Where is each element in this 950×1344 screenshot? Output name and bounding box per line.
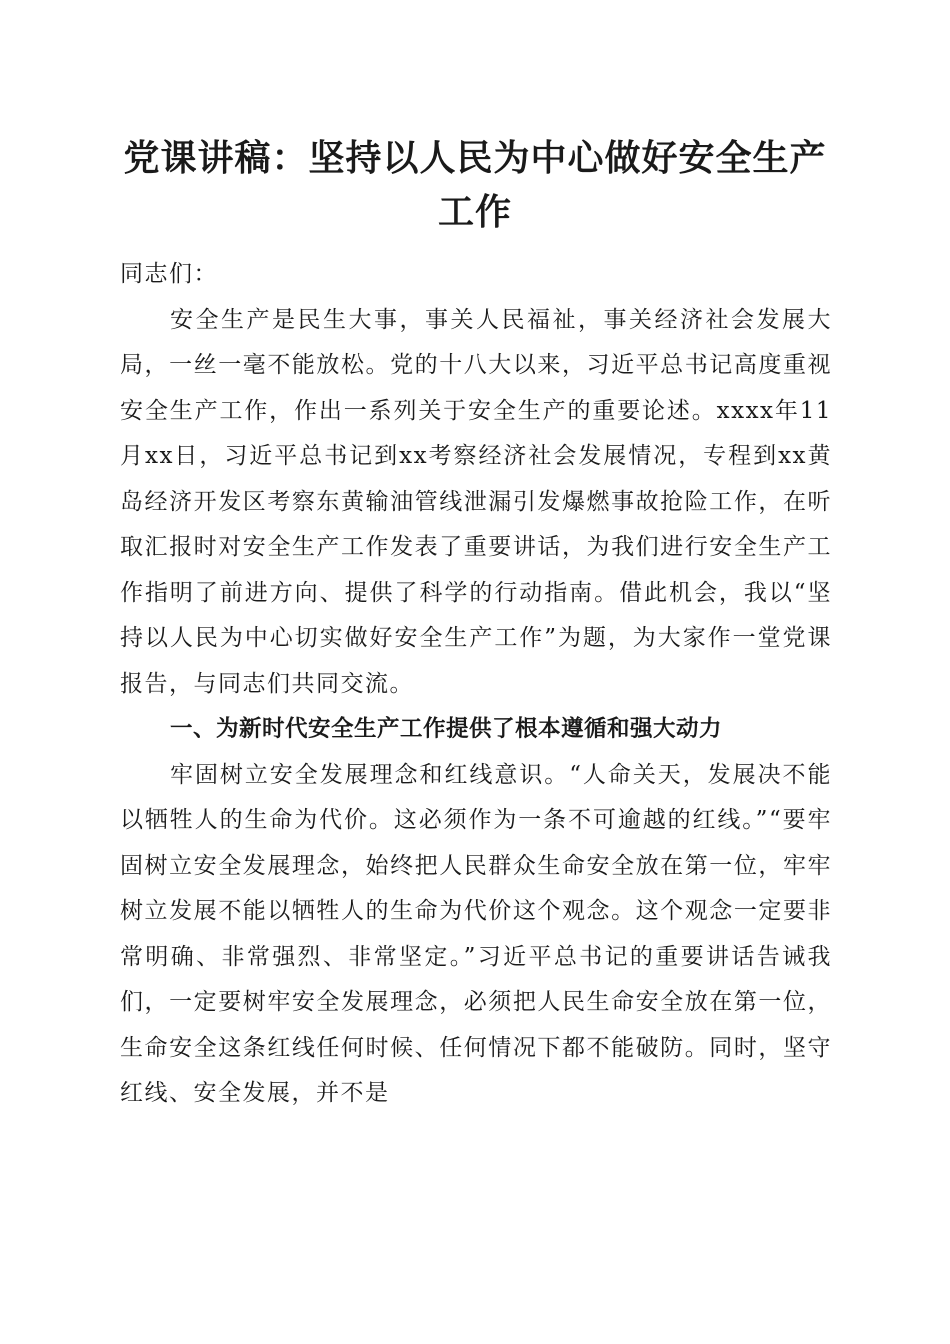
salutation: 同志们：: [120, 261, 218, 287]
section-paragraph: 牢固树立安全发展理念和红线意识。“人命关天，发展决不能以牺牲人的生命为代价。这必须作为一条不可逾越的红线。”“要牢固树立安全发展理念，始终把人民群众生命安全放在第一位，牢牢树立发展不能以牺牲人的生命为代价这个观念。这个观念一定要非常明确、非常强烈、非常坚定。”习近平总书记的重要讲话告诫我们，一定要树牢安全发展理念，必须把人民生命安全放在第一位，生命安全这条红线任何时候、任何情况下都不能破防。同时，坚守红线、安全发展，并不是: [120, 761, 832, 1106]
document-body: [120, 252, 832, 1117]
intro-paragraph: 安全生产是民生大事，事关人民福祉，事关经济社会发展大局，一丝一毫不能放松。党的十八大以来，习近平总书记高度重视安全生产工作，作出一系列关于安全生产的重要论述。xxxx年11月xx日，习近平总书记到xx考察经济社会发展情况，专程到xx黄岛经济开发区考察东黄输油管线泄漏引发爆燃事故抢险工作，在听取汇报时对安全生产工作发表了重要讲话，为我们进行安全生产工作指明了前进方向、提供了科学的行动指南。借此机会，我以“坚持以人民为中心切实做好安全生产工作”为题，为大家作一堂党课报告，与同志们共同交流。: [120, 306, 832, 697]
document-title: 党课讲稿：坚持以人民为中心做好安全生产工作: [123, 138, 827, 233]
section-heading: 一、为新时代安全生产工作提供了根本遵循和强大动力: [170, 716, 723, 742]
